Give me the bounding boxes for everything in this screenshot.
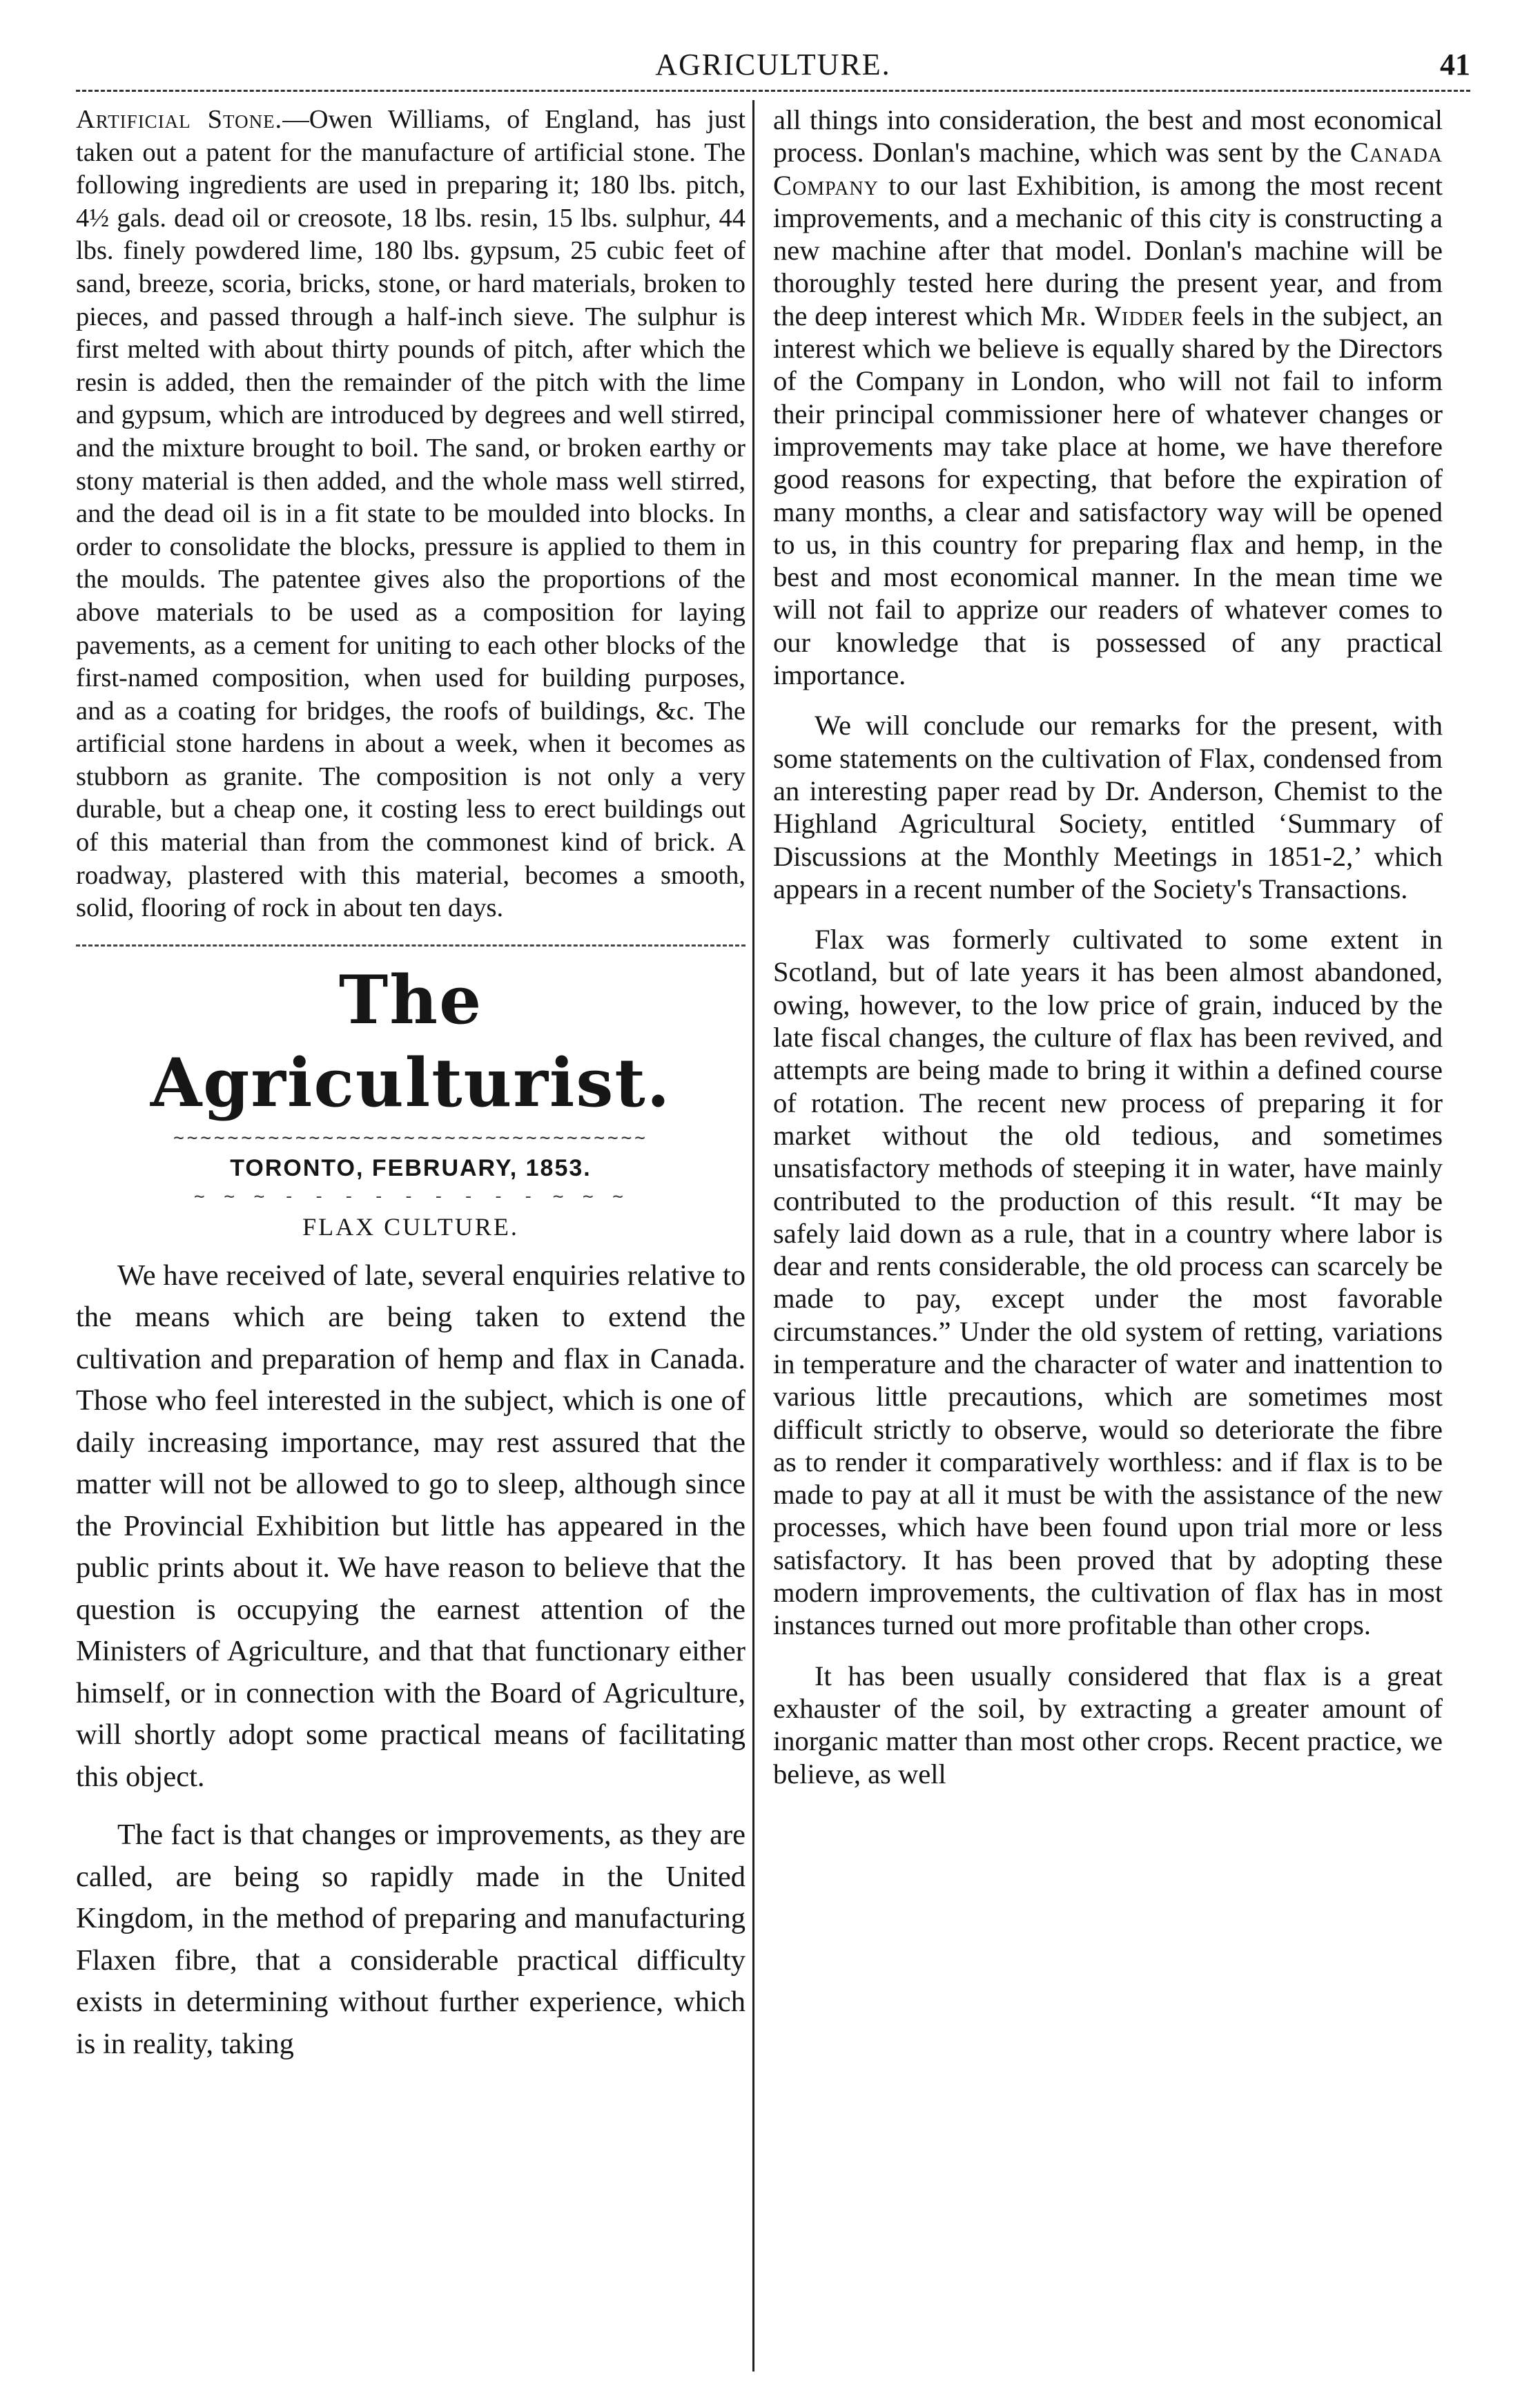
p1-text-b: to our last Exhibition, is among the most recent improvements, and a mechanic of this city is constructing a new machine after that model. Donlan's machine will be thoroughly tested here during the present year, and from the deep interest which	[773, 169, 1443, 331]
article-lead: Artificial Stone.	[76, 105, 283, 134]
right-column	[773, 104, 1443, 2375]
masthead: The Agriculturist.	[150, 960, 672, 1122]
p1-text-a: all things into consideration, the best and most economical process. Donlan's machine, which was sent by the	[773, 104, 1443, 168]
mr-widder: Mr. Widder	[1040, 300, 1185, 331]
dateline-ornament: ~ ~ ~ - - - - - - - - - ~ ~ ~	[194, 1185, 627, 1207]
flax-paragraph-2: The fact is that changes or improvements, as they are called, are being so rapidly made in the United Kingdom, in the method of preparing and manufacturing Flaxen fibre, that a considerable practical difficulty exists in determining without further experience, which is in reality, taking	[76, 1818, 745, 2060]
page-header	[76, 41, 1470, 83]
page-number: 41	[1440, 48, 1470, 81]
section-break-rule	[76, 944, 745, 947]
flax-paragraph-1: We have received of late, several enquiries relative to the means which are being taken to extend the cultivation and preparation of hemp and flax in Canada. Those who feel interested in the subject, which is one of daily increasing importance, may rest assured that the matter will not be allowed to go to sleep, although since the Provincial Exhibition but little has appeared in the public prints about it. We have reason to believe that the question is occupying the earnest attention of the Ministers of Agriculture, and that that functionary either himself, or in connection with the Board of Agriculture, will shortly adopt some practical means of facilitating this object.	[76, 1259, 745, 1793]
right-paragraph-2: We will conclude our remarks for the present, with some statements on the cultivation of Flax, condensed from an interesting paper read by Dr. Anderson, Chemist to the Highland Agricultural Society, entitled ‘Summary of Discussions at the Monthly Meetings in 1851-2,’ which appears in a recent number of the Society's Transactions.	[773, 710, 1443, 904]
left-column	[76, 104, 745, 2375]
right-paragraph-3: Flax was formerly cultivated to some extent in Scotland, but of late years it has been almost abandoned, owing, however, to the low price of grain, induced by the late fiscal changes, the culture of flax has been revived, and attempts are being made to bring it within a defined course of rotation. The recent new process of preparing it for market without the old tedious, and sometimes unsatisfactory methods of steeping it in water, have mainly contributed to the production of this result. “It may be safely laid down as a rule, that in a country where labor is dear and rents considerable, the old process can scarcely be made to pay, except under the most favorable circumstances.” Under the old system of retting, variations in temperature and the character of water and inattention to various little precautions, which are sometimes most difficult strictly to observe, would so deteriorate the fibre as to render it comparatively worthless: and if flax is to be made to pay at all it must be with the assistance of the new processes, which have been found upon trial more or less satisfactory. It has been proved that by adopting these modern improvements, the cultivation of flax has in most instances turned out more profitable than other crops.	[773, 924, 1443, 1641]
company-name: Canada Company	[773, 137, 1443, 201]
header-rule	[76, 90, 1470, 92]
right-paragraph-1	[773, 104, 1443, 691]
right-paragraph-4: It has been usually considered that flax is a great exhauster of the soil, by extracting a greater amount of inorganic matter than most other crops. Recent practice, we believe, as well	[773, 1660, 1443, 1790]
artificial-stone-article	[76, 104, 745, 925]
running-title: AGRICULTURE.	[655, 48, 891, 81]
p1-text-c: feels in the subject, an interest which we believe is equally shared by the Directors of the Company in London, who will not fail to inform their principal commissioner here of whatever changes or improvements may take place at home, we have therefore good reasons for expecting, that before the expiration of many months, a clear and satisfactory way will be opened to us, in this country for preparing flax and hemp, in the best and most economical manner. In the mean time we will not fail to apprize our readers of whatever comes to our knowledge that is possessed of any practical importance.	[773, 300, 1443, 691]
section-title: FLAX CULTURE.	[302, 1212, 519, 1241]
masthead-ornament: ~~~~~~~~~~~~~~~~~~~~~~~~~~~~~~~~~~~	[173, 1127, 648, 1148]
column-divider	[752, 100, 754, 2372]
article-body: —Owen Williams, of England, has just taken out a patent for the manufacture of artificial stone. The following ingredients are used in preparing it; 180 lbs. pitch, 4½ gals. dead oil or creosote, 18 lbs. resin, 15 lbs. sulphur, 44 lbs. finely powdered lime, 180 lbs. gypsum, 25 cubic feet of sand, breeze, scoria, bricks, stone, or hard materials, broken to pieces, and passed through a half-inch sieve. The sulphur is first melted with about thirty pounds of pitch, after which the resin is added, then the remainder of the pitch with the lime and gypsum, which are introduced by degrees and well stirred, and the mixture brought to boil. The sand, or broken earthy or stony material is then added, and the whole mass well stirred, and the dead oil is in a fit state to be moulded into blocks. In order to consolidate the blocks, pressure is applied to them in the moulds. The patentee gives also the proportions of the above materials to be used as a composition for laying pavements, as a cement for uniting to each other blocks of the first-named composition, when used for building purposes, and as a coating for bridges, the roofs of buildings, &c. The artificial stone hardens in about a week, when it becomes as stubborn as granite. The composition is not only a very durable, but a cheap one, it costing less to erect buildings out of this material than from the commonest kind of brick. A roadway, plastered with this material, becomes a smooth, solid, flooring of rock in about ten days.	[76, 105, 745, 923]
dateline: TORONTO, FEBRUARY, 1853.	[230, 1154, 592, 1181]
